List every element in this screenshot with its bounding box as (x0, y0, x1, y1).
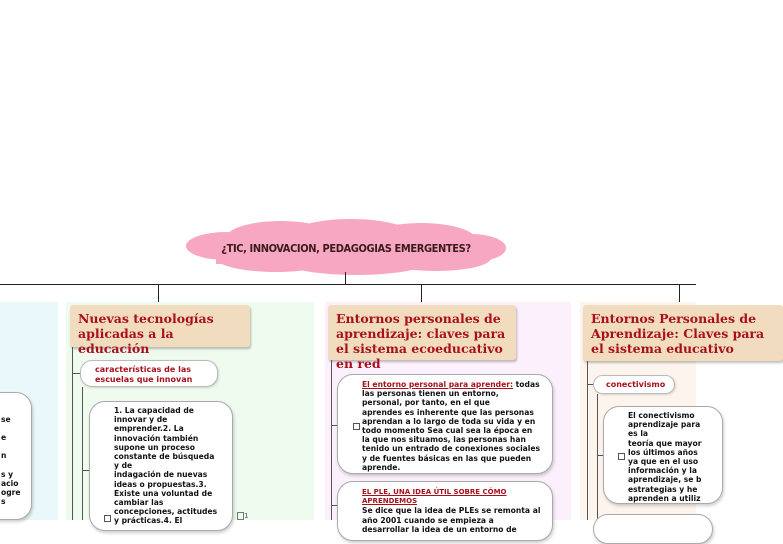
ep2-line: aprenden a utiliz (628, 493, 701, 503)
ep-line: Se dice que la idea de PLEs se remonta al (362, 506, 541, 516)
connector-drop-ep2 (679, 284, 680, 304)
ep2-line: es la (628, 429, 649, 439)
ep-line: desarrollar la idea de un entorno de (362, 524, 517, 534)
nt-line: innovación también (114, 433, 199, 443)
branch-nt-sub (72, 373, 80, 374)
ep2-box-checkbox[interactable] (618, 453, 625, 460)
ep2-line: El conectivismo (628, 411, 695, 420)
left-partial-box[interactable] (0, 392, 32, 520)
left-line: s (1, 497, 6, 507)
topic-entornos-personales-2[interactable]: Entornos Personales de Aprendizaje: Claves para el sistema educativo (583, 305, 783, 361)
nt-line: emprender.2. La (114, 424, 184, 434)
nt-line: innovar y de (114, 415, 168, 425)
ep-line: aprende. (362, 462, 401, 472)
nt-line: ideas o propuestas.3. (114, 479, 207, 489)
ep-line: aprendes es inherente que las personas (362, 407, 534, 417)
connector-drop-nt (158, 284, 159, 304)
document-icon (237, 512, 244, 520)
ep-line: la que nos situamos, las personas han (362, 435, 526, 445)
ep2-line: aprendizaje, se b (628, 475, 702, 485)
ep-box1-checkbox[interactable] (353, 423, 360, 430)
nt-side-label: 1 (244, 512, 249, 520)
ep2-line: aprendizaje para (628, 420, 701, 430)
connector-main-vertical (345, 272, 346, 284)
nt-line: indagación de nuevas (114, 470, 208, 480)
ep-line: año 2001 cuando se empieza a (362, 515, 494, 525)
central-topic-title[interactable]: ¿TIC, INNOVACION, PEDAGOGIAS EMERGENTES? (221, 242, 471, 255)
ep-box1-link[interactable]: El entorno personal para aprender: (362, 380, 513, 389)
left-line: ogre (1, 488, 21, 498)
nt-line: y prácticas.4. El (114, 516, 183, 526)
ep-line: todas (515, 380, 540, 389)
ep2-content-box[interactable] (603, 406, 723, 504)
ep2-line: estrategias y he (628, 484, 698, 494)
ep-line: y de fuentes básicas en las que pueden (362, 453, 532, 463)
left-line: s y (1, 469, 14, 479)
ep2-line: ya que en el uso (628, 457, 699, 467)
ep-line: aprendan a lo largo de toda su vida y en (362, 416, 536, 426)
branch-ep-vertical (331, 360, 332, 520)
ep-box2-link[interactable]: EL PLE, UNA IDEA ÚTIL SOBRE CÓMO APRENDEMOS (362, 488, 507, 506)
nt-line: 1. La capacidad de (114, 406, 194, 415)
ep-line: todo momento Sea cual sea la época en (362, 426, 533, 436)
ep-line: las personas tienen un entorno, (362, 389, 499, 399)
ep2-line: información y la (628, 466, 698, 476)
nt-line: cambiar las (114, 498, 164, 508)
nt-box-checkbox[interactable] (104, 515, 111, 522)
nt-line: concepciones, actitudes (114, 507, 218, 517)
ep-line: tenido un entrado de conexiones sociales (362, 444, 541, 454)
ep2-content-box-2[interactable] (593, 514, 713, 544)
nt-line: supone un proceso (114, 442, 196, 452)
connector-horizontal (0, 284, 696, 285)
connector-drop-ep (421, 284, 422, 304)
nt-content-box[interactable] (89, 401, 233, 531)
branch-nt-inner (82, 387, 83, 520)
nt-line: y de (114, 461, 133, 471)
topic-entornos-personales[interactable]: Entornos personales de aprendizaje: claves para el sistema ecoeducativo en red (328, 305, 516, 360)
subtopic-conectivismo[interactable]: conectivismo (593, 375, 675, 394)
ep2-line: teoría que mayor (628, 438, 702, 448)
nt-side-icon (237, 512, 248, 520)
left-line: se (1, 415, 11, 424)
ep2-line: los últimos años (628, 447, 698, 457)
ep-content-box-1[interactable] (337, 374, 553, 474)
left-line: e (1, 433, 7, 443)
branch-ep2-inner (597, 394, 598, 520)
left-line: n (1, 451, 7, 461)
left-line: acio (1, 478, 19, 488)
topic-nuevas-tecnologias[interactable]: Nuevas tecnologías aplicadas a la educación (70, 305, 250, 347)
nt-line: Existe una voluntad de (114, 488, 213, 498)
subtopic-caracteristicas[interactable]: características de las escuelas que innovan (80, 360, 218, 387)
ep-line: personal, por tanto, en el que (362, 398, 490, 408)
nt-line: constante de búsqueda (114, 452, 215, 462)
ep-content-box-2[interactable] (337, 481, 553, 541)
